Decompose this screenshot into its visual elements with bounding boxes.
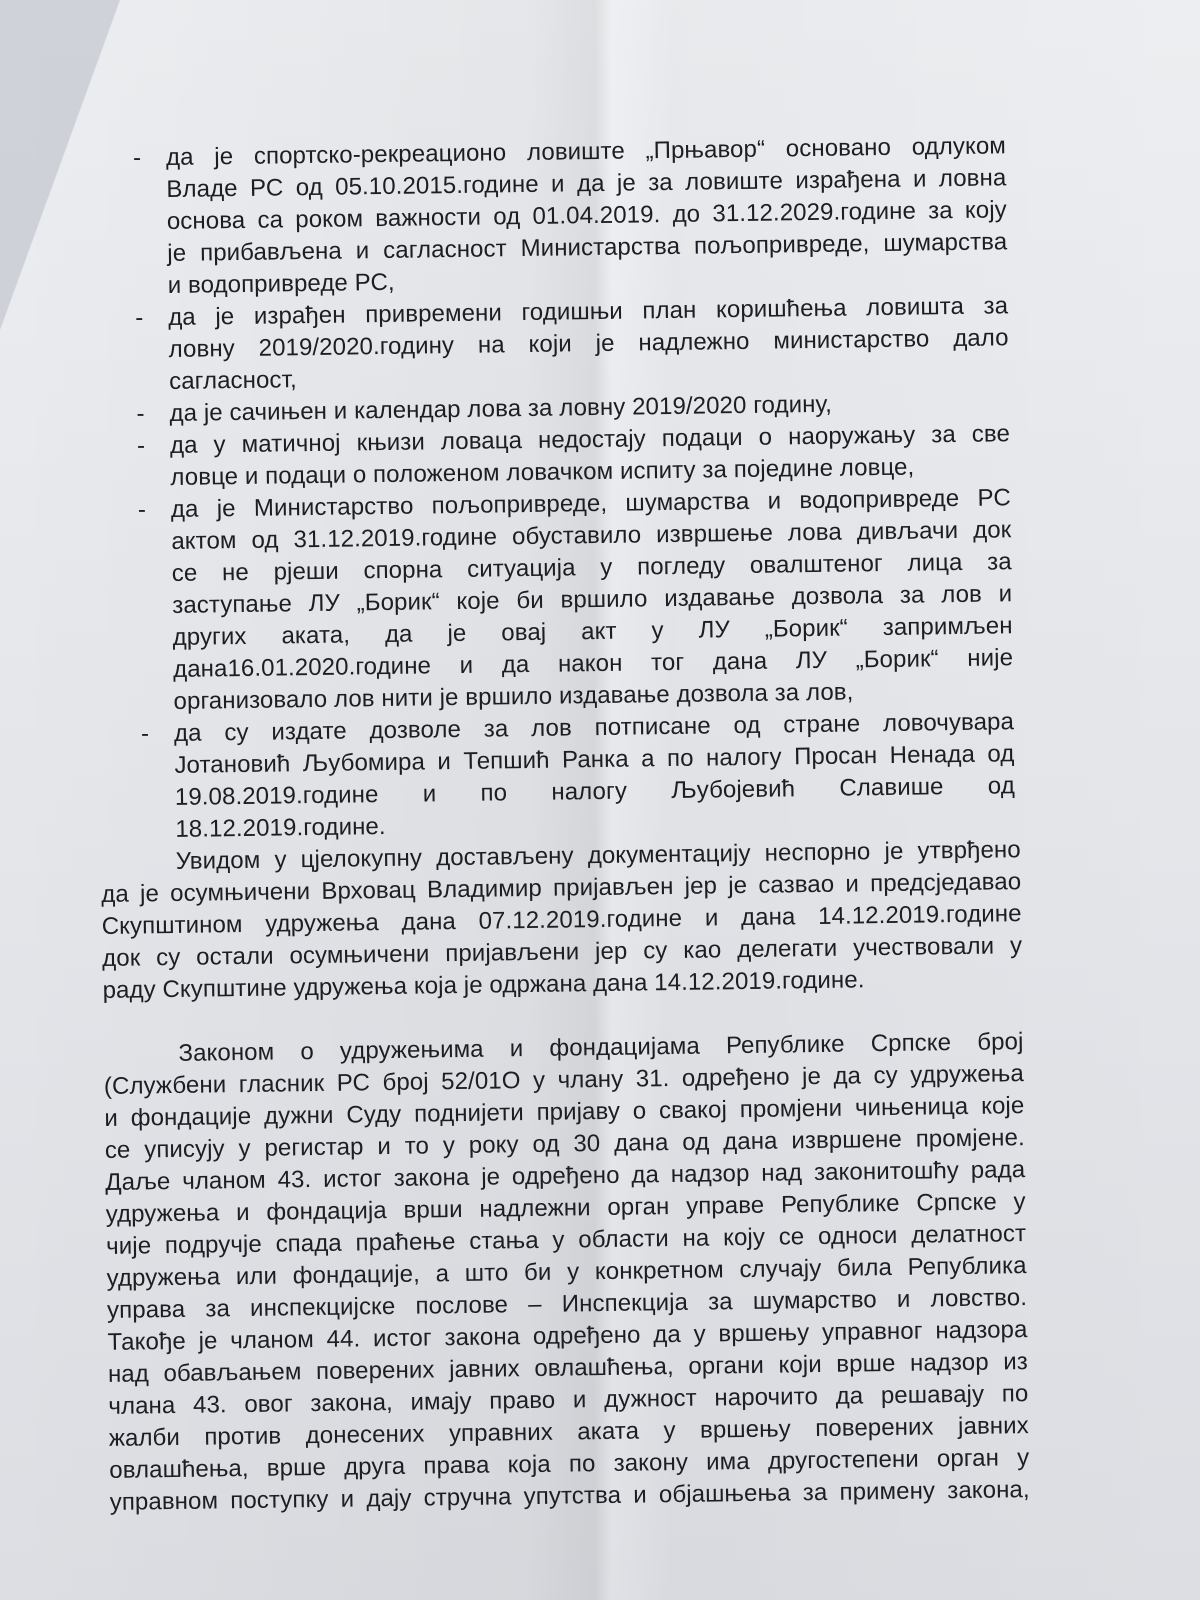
bullet-dash: - [132, 144, 142, 172]
bullet-4-line-1: да у матичној књизи ловаца недостају подаци о наоружању за све [169, 420, 1011, 459]
bullet-6-line-4: 18.12.2019.године. [175, 812, 386, 843]
paragraph-1-line-1: Увидом у цјелокупну достављену документацију неспорно је утврђено [175, 836, 1021, 875]
bullet-5-line-7: организовало лов нити је вршило издавање дозвола за лов, [173, 678, 854, 715]
paragraph-1-line-5: раду Скупштине удружења која је одржана дана 14.12.2019.године. [102, 966, 865, 1004]
paragraph-2-line-7: чије подручје спада праћење стања у области на коју се односи делатност [105, 1220, 1027, 1260]
bullet-1-line-5: и водопривреде РС, [167, 268, 395, 299]
bullet-5-line-1: да је Министарство пољопривреде, шумарства и водопривреде РС [170, 484, 1012, 523]
bullet-6-line-1: да су издате дозволе за лов потписане од стране ловочувара [173, 708, 1015, 747]
paragraph-1-line-3: Скупштином удружења дана 07.12.2019.године и дана 14.12.2019.године [101, 900, 1022, 940]
bullet-1-line-1: да је спортско-рекреационо ловиште „Прњавор“ основано одлуком [165, 132, 1007, 171]
bullet-5-line-5: других аката, да је овај акт у ЛУ „Борик“ запримљен [172, 612, 1013, 651]
bullet-1-line-4: је прибављена и сагласност Министарства пољопривреде, шумарства [167, 228, 1008, 267]
paragraph-2-line-8: удружења или фондације, а што би у конкретном случају била Република [106, 1252, 1027, 1292]
bullet-2-line-2: ловну 2019/2020.годину на који је надлежно министарство дало [168, 324, 1009, 363]
bullet-dash: - [136, 432, 146, 460]
bullet-dash: - [137, 496, 147, 524]
bullet-6-line-2: Јотановић Љубомира и Тепшић Ранка а по налогу Просан Ненада од [174, 740, 1015, 779]
bullet-3-line-1: да је сачињен и календар лова за ловну 2019/2020 годину, [169, 390, 833, 427]
paragraph-2-line-14: овлашћења, врше друга права која по закону има другостепени орган у [109, 1444, 1030, 1484]
bullet-5-line-3: се не рјеши спорна ситуација у погледу овалштеног лица за [171, 548, 1012, 587]
bullet-dash: - [135, 304, 144, 332]
bullet-dash: - [140, 720, 150, 748]
paragraph-2-line-10: Такође је чланом 44. истог закона одређено да у вршењу управног надзора [107, 1316, 1028, 1356]
paragraph-2-line-12: члана 43. овог закона, имају право и дужност нарочито да решавају по [108, 1380, 1029, 1420]
bullet-1-line-2: Владе РС од 05.10.2015.године и да је за ловиште израђена и ловна [166, 164, 1007, 203]
bullet-4-line-2: ловце и подаци о положеном ловачком испиту за поједине ловце, [170, 453, 915, 491]
paragraph-2-line-11: над обављањем поверених јавних овлашћења, органи који врше надзор из [107, 1348, 1029, 1388]
paragraph-2-line-15: управном поступку и дају стручна упутства и објашњења за примену закона, [109, 1476, 1030, 1516]
paragraph-2-line-6: удружења и фондација врши надлежни орган управе Републике Српске у [105, 1188, 1026, 1228]
paragraph-1-line-4: док су остали осумњичени пријављени јер су као делегати учествовали у [101, 932, 1023, 972]
paragraph-2-line-2: (Службени гласник РС број 52/01О у члану 31. одређено је да су удружења [103, 1060, 1025, 1100]
paragraph-2-line-1: Законом о удружењима и фондацијама Републике Српске број [178, 1028, 1024, 1067]
bullet-2-line-3: сагласност, [168, 366, 297, 395]
bullet-2-line-1: да је израђен привремени годишњи план коришћења ловишта за [168, 292, 1009, 331]
bullet-6-line-3: 19.08.2019.године и по налогу Љубојевић Славише од [174, 772, 1016, 811]
bullet-5-line-4: заступање ЛУ „Борик“ које би вршило издавање дозвола за лов и [172, 580, 1013, 619]
paragraph-2-line-13: жалби против донесених управних аката у вршењу поверених јавних [108, 1412, 1029, 1452]
bullet-5-line-6: дана16.01.2020.године и да након тог дана ЛУ „Борик“ није [172, 644, 1014, 683]
paragraph-2-line-5: Даље чланом 43. истог закона је одређено да надзор над законитошћу рада [105, 1156, 1026, 1196]
paragraph-1-line-2: да је осумњичени Врховац Владимир пријављен јер је сазвао и предсједавао [101, 868, 1022, 908]
paragraph-2-line-4: се уписују у регистар и то у року од 30 дана од дана извршене промјене. [104, 1124, 1025, 1164]
bullet-5-line-2: актом од 31.12.2019.године обуставило извршење лова дивљачи док [171, 516, 1012, 555]
paragraph-2-line-9: управа за инспекцијске послове – Инспекција за шумарство и ловство. [106, 1284, 1028, 1324]
bullet-dash: - [136, 400, 145, 428]
bullet-1-line-3: основа са роком важности од 01.04.2019. до 31.12.2029.године за коју [166, 196, 1007, 235]
paragraph-2-line-3: и фондације дужни Суду поднијети пријаву о свакој промјени чињеница које [104, 1092, 1025, 1132]
